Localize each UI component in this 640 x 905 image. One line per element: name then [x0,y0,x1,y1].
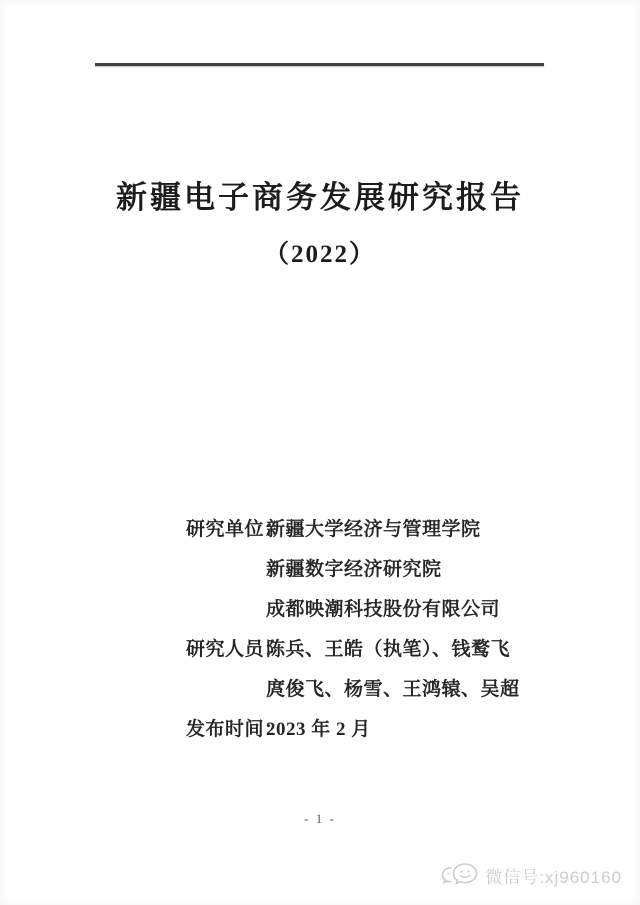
report-year-subtitle: （2022） [263,241,376,268]
header-rule [95,63,544,66]
info-value: 庹俊飞、杨雪、王鸿辕、吴超 [266,679,520,700]
info-value: 新疆大学经济与管理学院 [266,519,481,540]
info-row-publish-date [186,714,526,754]
report-title: 新疆电子商务发展研究报告 [116,180,524,215]
info-row-research-unit-2 [186,554,526,594]
watermark-text: 微信号:xj960160 [485,867,622,887]
wechat-watermark [441,860,622,890]
info-row-researchers-2 [186,674,526,714]
wechat-icon [441,860,479,890]
page-number: - 1 - [304,811,336,826]
info-row-research-unit-3 [186,594,526,634]
info-value: 陈兵、王皓（执笔）、钱鹜飞 [266,639,511,660]
info-label: 发布时间： [186,719,284,740]
info-value: 2023 年 2 月 [266,719,371,740]
info-value: 新疆数字经济研究院 [266,559,442,580]
report-info-block [186,514,526,754]
info-label: 研究人员： [186,639,284,660]
info-value: 成都映潮科技股份有限公司 [266,599,501,620]
info-label: 研究单位： [186,519,284,540]
info-row-researchers [186,634,526,674]
info-row-research-unit [186,514,526,554]
